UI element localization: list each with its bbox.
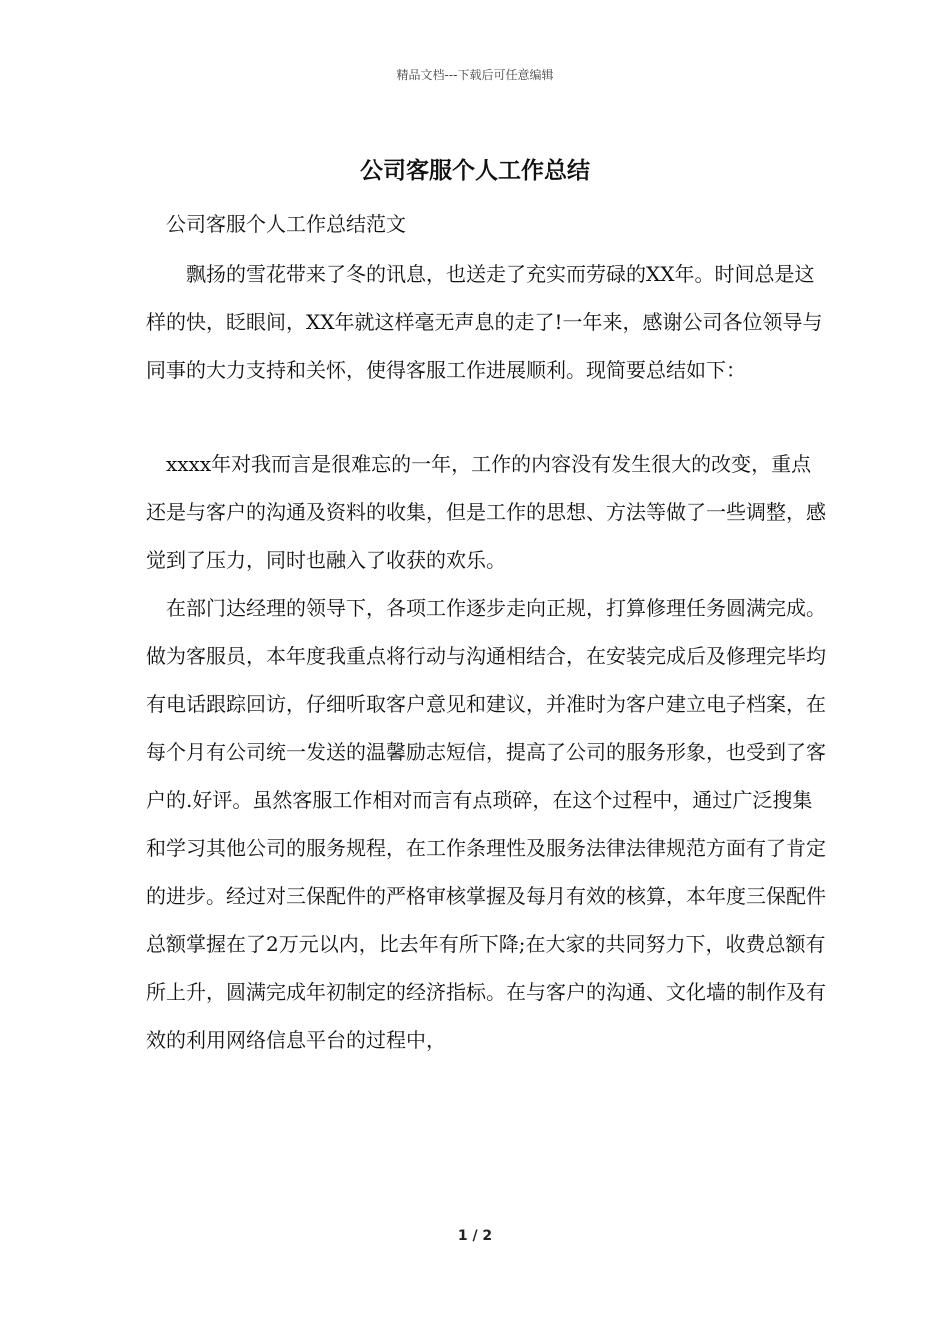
paragraph-work-details: 在部门达经理的领导下，各项工作逐步走向正规，打算修理任务圆满完成。做为客服员，本年度我重点将行动与沟通相结合，在安装完成后及修理完毕均有电话跟踪回访，仔细听取客户意见和建议，并准时为客户建立电子档案，在每个月有公司统一发送的温馨励志短信，提高了公司的服务形象，也受到了客户的.好评。虽然客服工作相对而言有点琐碎，在这个过程中，通过广泛搜集和学习其他公司的服务规程，在工作条理性及服务法律法律规范方面有了肯定的进步。经过对三保配件的严格审核掌握及每月有效的核算，本年度三保配件总额掌握在了2万元以内，比去年有所下降;在大家的共同努力下，收费总额有所上升，圆满完成年初制定的经济指标。在与客户的沟通、文化墙的制作及有效的利用网络信息平台的过程中， (146, 596, 826, 1052)
page-number: 1 / 2 (457, 1228, 493, 1244)
header-note: 精品文档---下载后可任意编辑 (396, 68, 554, 82)
paragraph-intro: 飘扬的雪花带来了冬的讯息，也送走了充实而劳碌的XX年。时间总是这样的快，眨眼间，XX年就这样毫无声息的走了!一年来，感谢公司各位领导与同事的大力支持和关怀，使得客服工作进展顺利。现简要总结如下： (146, 262, 823, 382)
document-body (146, 250, 826, 1064)
document-title: 公司客服个人工作总结 (360, 157, 590, 184)
document-subtitle: 公司客服个人工作总结范文 (166, 212, 406, 236)
paragraph-year-review: xxxx年对我而言是很难忘的一年，工作的内容没有发生很大的改变，重点还是与客户的沟通及资料的收集，但是工作的思想、方法等做了一些调整，感觉到了压力，同时也融入了收获的欢乐。 (146, 452, 826, 572)
